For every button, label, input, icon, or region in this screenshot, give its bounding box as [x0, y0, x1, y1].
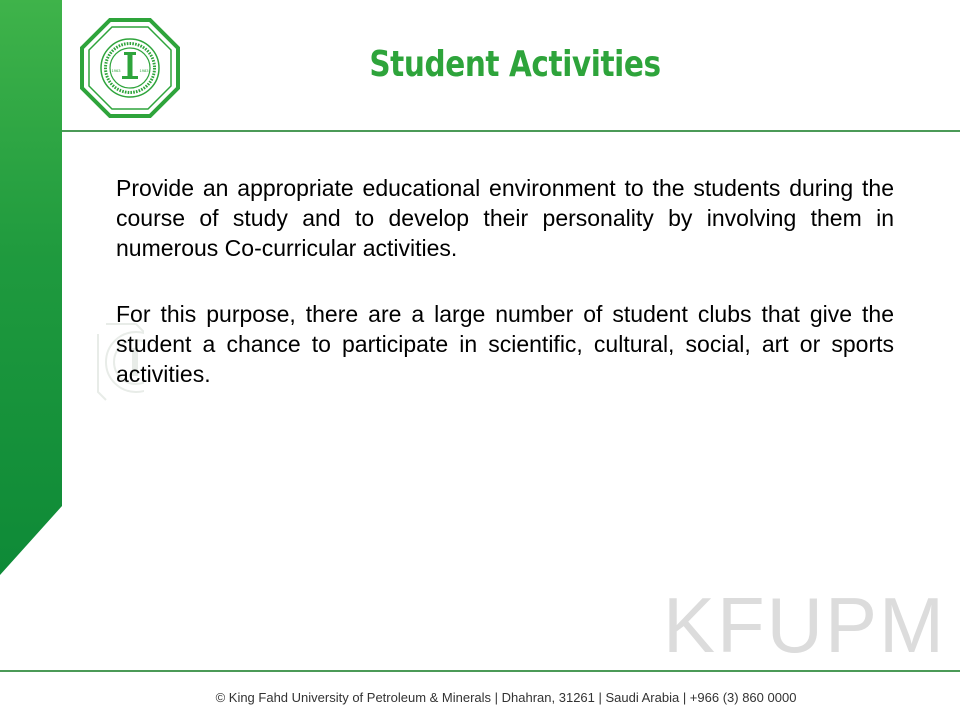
left-green-band [0, 0, 62, 575]
kfupm-wordmark: KFUPM [663, 581, 946, 669]
title-divider [62, 130, 960, 132]
body-paragraph: For this purpose, there are a large number of student clubs that give the student a chance to participate in scientific, cultural, social, art or sports activities. [116, 301, 894, 387]
kfupm-seal-logo [80, 18, 180, 118]
svg-text:1983: 1983 [139, 68, 149, 73]
slide-body [116, 173, 894, 389]
svg-text:1963: 1963 [111, 68, 121, 73]
footer-copyright: © King Fahd University of Petroleum & Minerals | Dhahran, 31261 | Saudi Arabia | +966 (3) 860 0000 [215, 690, 797, 705]
footer-divider [0, 670, 960, 672]
body-paragraph: Provide an appropriate educational environment to the students during the course of study and to develop their personality by involving them in numerous Co-curricular activities. [116, 175, 894, 261]
slide-title: Student Activities [369, 44, 661, 85]
